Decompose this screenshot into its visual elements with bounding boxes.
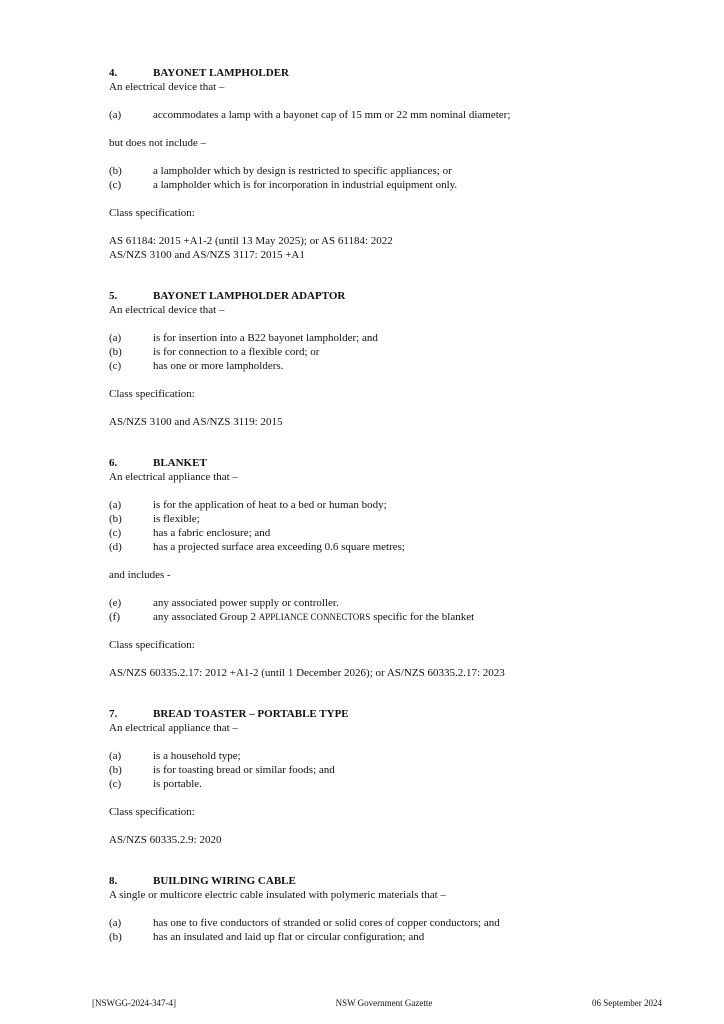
item-label: (b) [109,165,122,177]
document-body [109,66,669,971]
item-label: (a) [109,332,122,344]
list-item [109,108,669,122]
section-heading [109,289,669,303]
section-title: BAYONET LAMPHOLDER [153,67,289,79]
item-text: is portable. [153,778,202,790]
item-text: a lampholder which by design is restricted to specific appliances; or [153,165,452,177]
list-item [109,930,669,944]
list-item [109,777,669,791]
class-spec-label: Class specification: [109,207,195,219]
list-item [109,916,669,930]
item-label: (a) [109,750,122,762]
item-label: (e) [109,597,122,609]
list-item [109,331,669,345]
list-item [109,498,669,512]
list-item [109,540,669,554]
class-spec-label: Class specification: [109,639,195,651]
section-title: BREAD TOASTER – PORTABLE TYPE [153,708,349,720]
item-text: has a fabric enclosure; and [153,527,271,539]
list-item [109,164,669,178]
class-spec: AS 61184: 2015 +A1-2 (until 13 May 2025); or AS 61184: 2022 [109,235,393,247]
page-footer [92,997,662,1009]
item-text: is a household type; [153,750,241,762]
item-label: (c) [109,179,122,191]
class-spec: AS/NZS 3100 and AS/NZS 3119: 2015 [109,416,283,428]
class-spec-label: Class specification: [109,806,195,818]
item-text: is flexible; [153,513,200,525]
item-label: (c) [109,527,122,539]
section-mid-text: and includes - [109,569,171,581]
section-number: 7. [109,708,118,720]
section-heading [109,707,669,721]
section-number: 6. [109,457,118,469]
item-text: has one to five conductors of stranded or solid cores of copper conductors; and [153,917,500,929]
section-title: BUILDING WIRING CABLE [153,875,296,887]
class-spec-label: Class specification: [109,388,195,400]
item-label: (b) [109,931,122,943]
section-6 [109,456,669,680]
item-text-post: specific for the blanket [370,611,475,623]
list-item [109,359,669,373]
list-item [109,512,669,526]
list-item [109,749,669,763]
section-7 [109,707,669,847]
list-item [109,610,669,624]
section-heading [109,66,669,80]
item-label: (f) [109,611,120,623]
item-label: (c) [109,360,122,372]
item-text: has one or more lampholders. [153,360,284,372]
section-4 [109,66,669,262]
item-text: accommodates a lamp with a bayonet cap of 15 mm or 22 mm nominal diameter; [153,109,511,121]
item-text [153,610,474,624]
section-intro: A single or multicore electric cable insulated with polymeric materials that – [109,889,446,901]
item-label: (b) [109,346,122,358]
footer-reference: [NSWGG-2024-347-4] [92,998,176,1008]
section-heading [109,874,669,888]
section-number: 8. [109,875,118,887]
item-label: (c) [109,778,122,790]
section-heading [109,456,669,470]
item-text-smallcaps: APPLIANCE CONNECTORS [258,612,371,622]
section-number: 5. [109,290,118,302]
section-intro: An electrical device that – [109,304,225,316]
item-label: (b) [109,764,122,776]
section-intro: An electrical appliance that – [109,471,238,483]
item-text: has a projected surface area exceeding 0.6 square metres; [153,541,405,553]
item-label: (a) [109,917,122,929]
item-label: (a) [109,499,122,511]
section-number: 4. [109,67,118,79]
footer-publication: NSW Government Gazette [335,998,433,1008]
list-item [109,345,669,359]
class-spec: AS/NZS 60335.2.9: 2020 [109,834,222,846]
section-intro: An electrical device that – [109,81,225,93]
item-text: is for insertion into a B22 bayonet lampholder; and [153,332,378,344]
item-label: (d) [109,541,122,553]
item-label: (b) [109,513,122,525]
section-title: BAYONET LAMPHOLDER ADAPTOR [153,290,346,302]
list-item [109,596,669,610]
list-item [109,178,669,192]
section-title: BLANKET [153,457,207,469]
item-text: is for connection to a flexible cord; or [153,346,320,358]
item-text: a lampholder which is for incorporation in industrial equipment only. [153,179,458,191]
item-text-pre: any associated Group 2 [153,611,259,623]
item-text: has an insulated and laid up flat or circular configuration; and [153,931,425,943]
item-label: (a) [109,109,122,121]
footer-date: 06 September 2024 [591,998,662,1008]
item-text: is for toasting bread or similar foods; and [153,764,335,776]
list-item [109,526,669,540]
class-spec: AS/NZS 3100 and AS/NZS 3117: 2015 +A1 [109,249,305,261]
section-intro: An electrical appliance that – [109,722,238,734]
item-text: any associated power supply or controller. [153,597,339,609]
list-item [109,763,669,777]
item-text: is for the application of heat to a bed or human body; [153,499,387,511]
section-8 [109,874,669,944]
section-5 [109,289,669,429]
section-mid-text: but does not include – [109,137,207,149]
class-spec: AS/NZS 60335.2.17: 2012 +A1-2 (until 1 December 2026); or AS/NZS 60335.2.17: 2023 [109,667,505,679]
